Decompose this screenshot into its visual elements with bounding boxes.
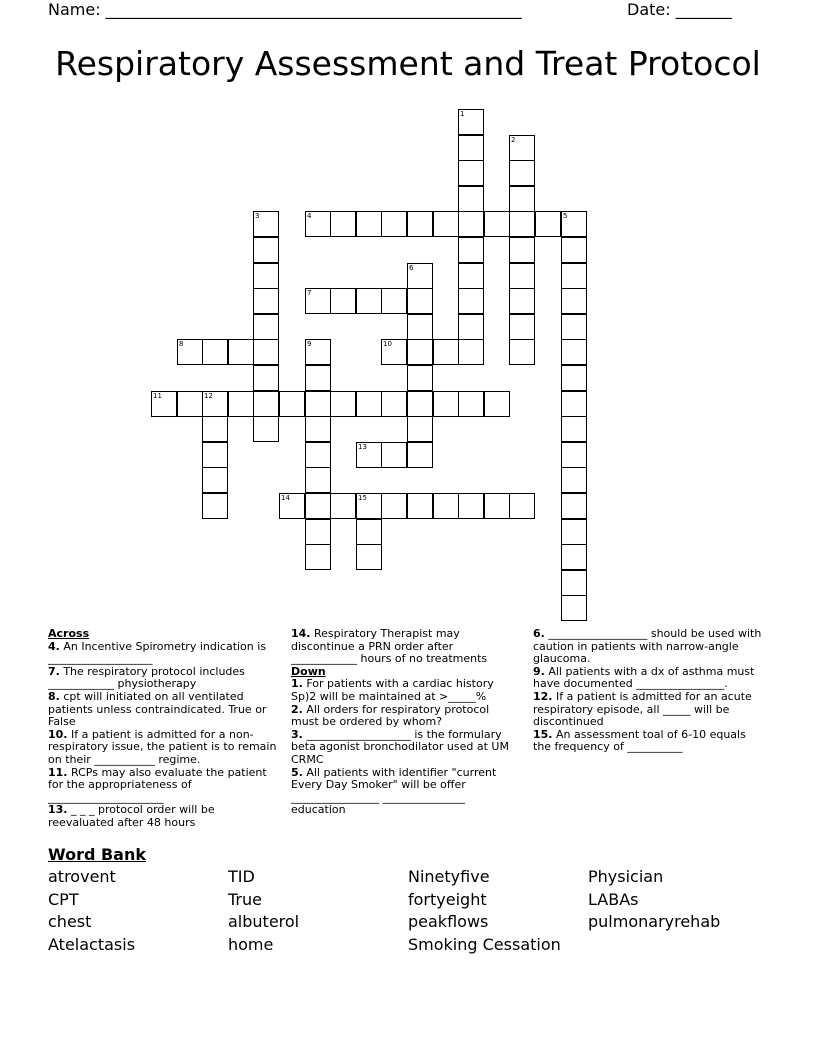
crossword-cell[interactable] (535, 211, 561, 237)
clue-text: Respiratory Therapist may discontinue a PRN order after ____________ hours of no treatments (291, 627, 488, 666)
crossword-cell[interactable] (330, 493, 356, 519)
clue-number: 4. (48, 639, 60, 653)
word-bank-heading: Word Bank (48, 845, 147, 864)
crossword-cell[interactable] (305, 391, 331, 417)
crossword-cell[interactable] (458, 493, 484, 519)
word-bank-item: Atelactasis (48, 934, 136, 954)
clues-column-1 (48, 628, 280, 830)
crossword-cell[interactable] (202, 391, 228, 417)
crossword-cell[interactable] (305, 288, 331, 314)
crossword-cell[interactable] (561, 237, 587, 263)
clue-number: 1 (460, 110, 465, 118)
crossword-cell[interactable] (484, 211, 510, 237)
crossword-cell[interactable] (305, 365, 331, 391)
clue-item (291, 628, 519, 666)
crossword-cell[interactable] (561, 263, 587, 289)
down-heading: Down (291, 664, 326, 678)
clue-text: If a patient is admitted for an acute respiratory episode, all _____ will be discontinued (533, 689, 752, 729)
clue-text: An Incentive Spirometry indication is ___________________ (48, 639, 267, 666)
crossword-cell[interactable] (228, 339, 254, 365)
crossword-cell[interactable] (561, 519, 587, 545)
crossword-cell[interactable] (305, 467, 331, 493)
crossword-cell[interactable] (458, 391, 484, 417)
crossword-cell[interactable] (381, 288, 407, 314)
crossword-cell[interactable] (407, 288, 433, 314)
crossword-cell[interactable] (202, 493, 228, 519)
crossword-cell[interactable] (177, 391, 203, 417)
clue-item (291, 704, 519, 729)
clue-text: cpt will initiated on all ventilated patients unless contraindicated. True or False (48, 689, 267, 729)
word-bank-item: CPT (48, 889, 79, 909)
clue-number: 2 (511, 136, 516, 144)
word-bank-item: Physician (588, 867, 664, 886)
crossword-cell[interactable] (381, 391, 407, 417)
clue-number: 3. (291, 727, 303, 741)
clue-item (48, 666, 280, 691)
crossword-cell[interactable] (305, 493, 331, 519)
crossword-cell[interactable] (407, 211, 433, 237)
crossword-cell[interactable] (561, 416, 587, 442)
crossword-cell[interactable] (561, 391, 587, 417)
crossword-cell[interactable] (458, 109, 484, 135)
clue-number: 7 (307, 289, 312, 297)
crossword-cell[interactable] (356, 519, 382, 545)
clue-item (533, 628, 765, 666)
crossword-cell[interactable] (253, 314, 279, 340)
crossword-cell[interactable] (458, 314, 484, 340)
crossword-cell[interactable] (305, 416, 331, 442)
crossword-cell[interactable] (253, 288, 279, 314)
crossword-cell[interactable] (253, 339, 279, 365)
clue-number: 12. (533, 689, 553, 703)
clue-text: For patients with a cardiac history Sp)2 will be maintained at >_____% (291, 677, 494, 703)
crossword-cell[interactable] (202, 442, 228, 468)
crossword-cell[interactable] (177, 339, 203, 365)
clue-number: 9. (533, 664, 545, 678)
crossword-cell[interactable] (458, 288, 484, 314)
crossword-cell[interactable] (509, 493, 535, 519)
crossword-cell[interactable] (458, 211, 484, 237)
crossword-cell[interactable] (381, 339, 407, 365)
clue-text: _ _ _ protocol order will be reevaluated after 48 hours (48, 803, 215, 829)
crossword-cell[interactable] (381, 493, 407, 519)
clue-number: 14. (291, 627, 311, 640)
crossword-cell[interactable] (202, 467, 228, 493)
clue-item (291, 767, 519, 817)
crossword-cell[interactable] (253, 365, 279, 391)
crossword-cell[interactable] (509, 186, 535, 212)
page-title: Respiratory Assessment and Treat Protocol (55, 44, 761, 83)
clue-text: All patients with a dx of asthma must have documented ________________. (533, 664, 755, 691)
date-field-label: Date: _______ (627, 0, 732, 19)
word-bank-item: home (228, 934, 274, 954)
clue-number: 13 (358, 443, 367, 451)
clue-text: All orders for respiratory protocol must be ordered by whom? (291, 702, 490, 729)
crossword-cell[interactable] (356, 288, 382, 314)
crossword-cell[interactable] (458, 135, 484, 161)
clue-item (48, 691, 280, 729)
clue-item (291, 729, 519, 767)
crossword-cell[interactable] (561, 595, 587, 621)
clue-number: 2. (291, 702, 303, 716)
crossword-cell[interactable] (509, 288, 535, 314)
name-field-label: Name: ____________________________________________________ (48, 0, 522, 19)
crossword-cell[interactable] (381, 211, 407, 237)
clue-number: 4 (307, 212, 312, 220)
crossword-cell[interactable] (381, 442, 407, 468)
crossword-cell[interactable] (561, 493, 587, 519)
crossword-cell[interactable] (151, 391, 177, 417)
crossword-cell[interactable] (509, 339, 535, 365)
word-bank-item: LABAs (588, 889, 639, 909)
clue-text: __________________ should be used with caution in patients with narrow-angle glaucoma. (533, 627, 762, 666)
crossword-cell[interactable] (509, 135, 535, 161)
clue-number: 6. (533, 627, 545, 640)
clues-column-2 (291, 628, 519, 817)
word-bank-item: atrovent (48, 867, 116, 886)
clue-text: An assessment toal of 6-10 equals the frequency of __________ (533, 727, 746, 754)
clue-text: All patients with identifier "current Every Day Smoker" will be offer ________________ _______________ education (291, 765, 497, 817)
crossword-cell[interactable] (509, 263, 535, 289)
crossword-cell[interactable] (356, 442, 382, 468)
clue-text: ___________________ is the formulary beta agonist bronchodilator used at UM CRMC (291, 727, 509, 766)
crossword-cell[interactable] (407, 314, 433, 340)
crossword-cell[interactable] (561, 365, 587, 391)
crossword-cell[interactable] (330, 211, 356, 237)
crossword-cell[interactable] (458, 339, 484, 365)
crossword-cell[interactable] (433, 493, 459, 519)
crossword-cell[interactable] (433, 339, 459, 365)
crossword-cell[interactable] (484, 391, 510, 417)
crossword-cell[interactable] (279, 391, 305, 417)
crossword-cell[interactable] (356, 544, 382, 570)
crossword-cell[interactable] (561, 288, 587, 314)
crossword-cell[interactable] (458, 237, 484, 263)
crossword-cell[interactable] (253, 211, 279, 237)
crossword-cell[interactable] (356, 493, 382, 519)
crossword-cell[interactable] (509, 160, 535, 186)
word-bank-item: pulmonaryrehab (588, 912, 721, 932)
crossword-cell[interactable] (356, 211, 382, 237)
clue-text: If a patient is admitted for a non-respiratory issue, the patient is to remain on their ___________ regime. (48, 727, 277, 766)
word-bank-item: albuterol (228, 912, 300, 932)
crossword-cell[interactable] (253, 263, 279, 289)
word-bank-item: chest (48, 912, 92, 932)
crossword-cell[interactable] (305, 339, 331, 365)
crossword-cell[interactable] (407, 493, 433, 519)
crossword-cell[interactable] (330, 288, 356, 314)
crossword-cell[interactable] (202, 339, 228, 365)
clue-item (533, 729, 765, 754)
clue-item (48, 641, 280, 666)
crossword-cell[interactable] (509, 211, 535, 237)
clue-item (48, 729, 280, 767)
word-bank-item: Ninetyfive (408, 867, 490, 886)
crossword-cell[interactable] (305, 519, 331, 545)
crossword-cell[interactable] (356, 391, 382, 417)
clue-number: 9 (307, 340, 312, 348)
crossword-cell[interactable] (561, 442, 587, 468)
crossword-cell[interactable] (407, 339, 433, 365)
crossword-cell[interactable] (305, 544, 331, 570)
crossword-cell[interactable] (407, 391, 433, 417)
word-bank-item: peakflows (408, 912, 489, 932)
crossword-cell[interactable] (279, 493, 305, 519)
crossword-cell[interactable] (407, 365, 433, 391)
clue-number: 3 (255, 212, 260, 220)
crossword-cell[interactable] (561, 544, 587, 570)
word-bank-item: True (228, 889, 262, 909)
crossword-cell[interactable] (484, 493, 510, 519)
clue-number: 15 (358, 494, 367, 502)
crossword-cell[interactable] (330, 391, 356, 417)
crossword-cell[interactable] (253, 391, 279, 417)
crossword-cell[interactable] (561, 467, 587, 493)
clue-text: The respiratory protocol includes ____________ physiotherapy (48, 664, 245, 691)
clue-number: 11. (48, 765, 68, 779)
clue-number: 7. (48, 664, 60, 678)
crossword-cell[interactable] (561, 570, 587, 596)
crossword-cell[interactable] (407, 263, 433, 289)
crossword-cell[interactable] (305, 442, 331, 468)
clue-item (48, 767, 280, 805)
clue-item (291, 678, 519, 703)
clue-text: RCPs may also evaluate the patient for the appropriateness of _____________________ (48, 765, 267, 804)
crossword-cell[interactable] (433, 391, 459, 417)
word-bank-item: fortyeight (408, 889, 487, 909)
clue-item (48, 804, 280, 829)
across-heading: Across (48, 627, 90, 640)
crossword-cell[interactable] (458, 186, 484, 212)
crossword-cell[interactable] (561, 339, 587, 365)
crossword-cell[interactable] (253, 416, 279, 442)
crossword-cell[interactable] (509, 314, 535, 340)
clue-number: 12 (204, 392, 213, 400)
crossword-cell[interactable] (228, 391, 254, 417)
crossword-cell[interactable] (433, 211, 459, 237)
crossword-cell[interactable] (509, 237, 535, 263)
clue-number: 15. (533, 727, 553, 741)
clue-item (533, 666, 765, 691)
crossword-cell[interactable] (407, 442, 433, 468)
crossword-cell[interactable] (202, 416, 228, 442)
clue-number: 13. (48, 803, 68, 817)
clue-number: 5. (291, 765, 303, 779)
word-bank-item: TID (228, 867, 255, 886)
clue-number: 8 (179, 340, 184, 348)
clues-column-3 (533, 628, 765, 754)
crossword-cell[interactable] (305, 211, 331, 237)
clue-number: 10 (383, 340, 392, 348)
word-bank-item: Smoking Cessation (408, 934, 561, 954)
clue-item (533, 691, 765, 729)
clue-number: 6 (409, 264, 414, 272)
clue-number: 11 (153, 392, 162, 400)
clue-number: 14 (281, 494, 290, 502)
crossword-cell[interactable] (561, 314, 587, 340)
crossword-cell[interactable] (253, 237, 279, 263)
crossword-cell[interactable] (458, 160, 484, 186)
clue-number: 8. (48, 689, 60, 703)
crossword-cell[interactable] (458, 263, 484, 289)
word-bank (48, 867, 788, 957)
crossword-cell[interactable] (407, 416, 433, 442)
crossword-cell[interactable] (561, 211, 587, 237)
clue-number: 10. (48, 727, 68, 741)
clue-number: 1. (291, 677, 303, 691)
clue-number: 5 (563, 212, 568, 220)
